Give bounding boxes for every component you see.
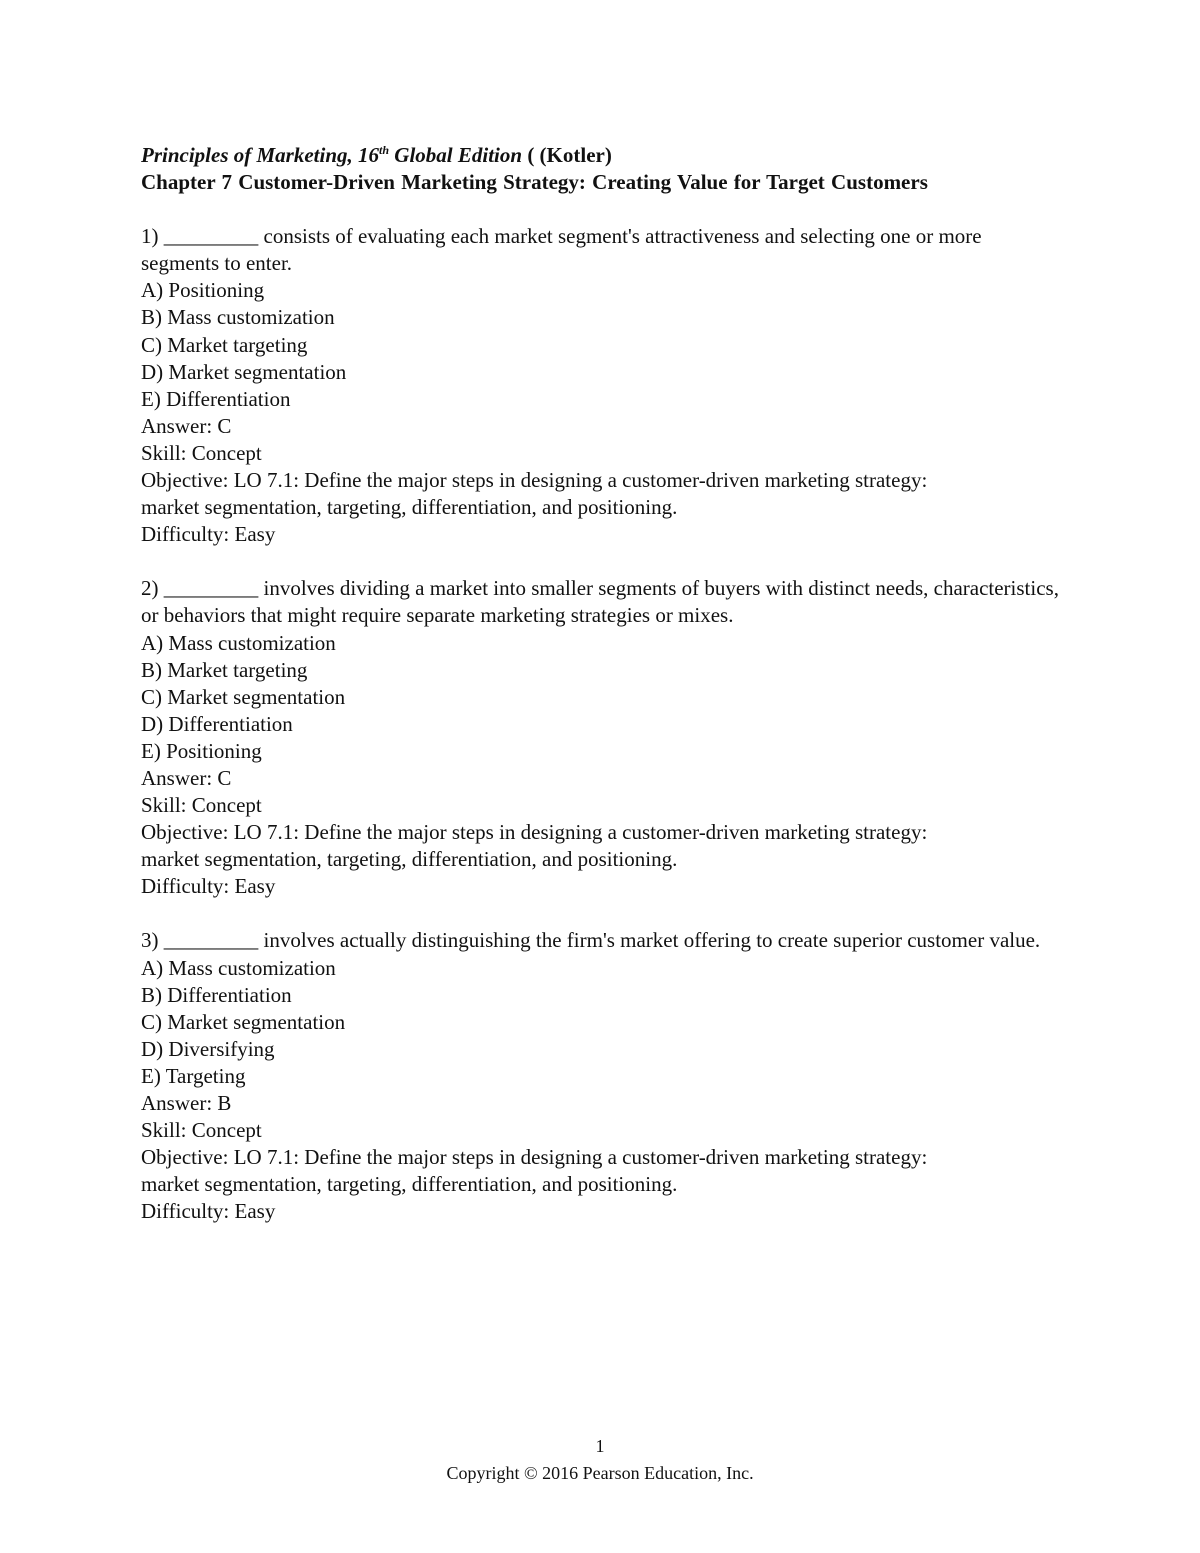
objective-line: Objective: LO 7.1: Define the major steps in designing a customer-driven marketing strategy: [141,820,928,845]
answer-option-b: B) Mass customization [141,305,335,330]
answer-key: Answer: C [141,413,232,438]
answer-key: Answer: B [141,1091,232,1115]
answer-option-c: C) Market segmentation [141,1009,346,1034]
answer-option-e: E) Positioning [141,738,262,763]
difficulty-line: Difficulty: Easy [141,522,276,547]
skill-line: Skill: Concept [141,1118,262,1143]
answer-key: Answer: C [141,765,232,790]
book-author: ( (Kotler) [522,143,612,167]
objective-line-continued: market segmentation, targeting, differentiation, and positioning. [141,495,678,520]
book-title [141,143,522,167]
edition-superscript: th [379,143,390,157]
answer-option-d: D) Differentiation [141,711,293,736]
answer-option-c: C) Market segmentation [141,684,346,709]
question-1 [141,223,1061,548]
chapter-heading: Chapter 7 Customer-Driven Marketing Strategy: Creating Value for Target Customers [141,170,928,195]
answer-option-c: C) Market targeting [141,332,308,357]
question-stem: 1) _________ consists of evaluating each market segment's attractiveness and selecting one or more segments to enter. [141,224,982,276]
answer-option-d: D) Diversifying [141,1036,275,1061]
difficulty-line: Difficulty: Easy [141,874,276,899]
document-title [141,142,1061,169]
answer-option-b: B) Differentiation [141,982,292,1007]
page-content [141,142,1061,1252]
question-stem: 3) _________ involves actually distinguishing the firm's market offering to create superior customer value. [141,928,1041,953]
book-title-main: Principles of Marketing, 16 [141,143,380,167]
copyright-notice: Copyright © 2016 Pearson Education, Inc. [446,1463,754,1483]
difficulty-line: Difficulty: Easy [141,1199,276,1224]
objective-line: Objective: LO 7.1: Define the major steps in designing a customer-driven marketing strategy: [141,1145,928,1170]
answer-option-d: D) Market segmentation [141,359,347,384]
objective-line-continued: market segmentation, targeting, differentiation, and positioning. [141,847,678,872]
objective-line-continued: market segmentation, targeting, differentiation, and positioning. [141,1172,678,1197]
answer-option-b: B) Market targeting [141,657,308,682]
objective-line: Objective: LO 7.1: Define the major steps in designing a customer-driven marketing strategy: [141,468,928,493]
answer-option-a: A) Mass customization [141,955,336,980]
answer-option-a: A) Mass customization [141,630,336,655]
skill-line: Skill: Concept [141,440,262,465]
answer-option-e: E) Differentiation [141,386,291,411]
skill-line: Skill: Concept [141,793,262,818]
book-title-edition: Global Edition [389,143,523,167]
page-number: 1 [595,1436,605,1456]
question-3 [141,927,1061,1225]
header-spacer [141,196,1061,223]
answer-option-e: E) Targeting [141,1063,246,1088]
question-stem: 2) _________ involves dividing a market into smaller segments of buyers with distinct needs, characteristics, or behaviors that might require separate marketing strategies or mixes. [141,576,1059,628]
question-2 [141,575,1061,900]
answer-option-a: A) Positioning [141,278,265,303]
